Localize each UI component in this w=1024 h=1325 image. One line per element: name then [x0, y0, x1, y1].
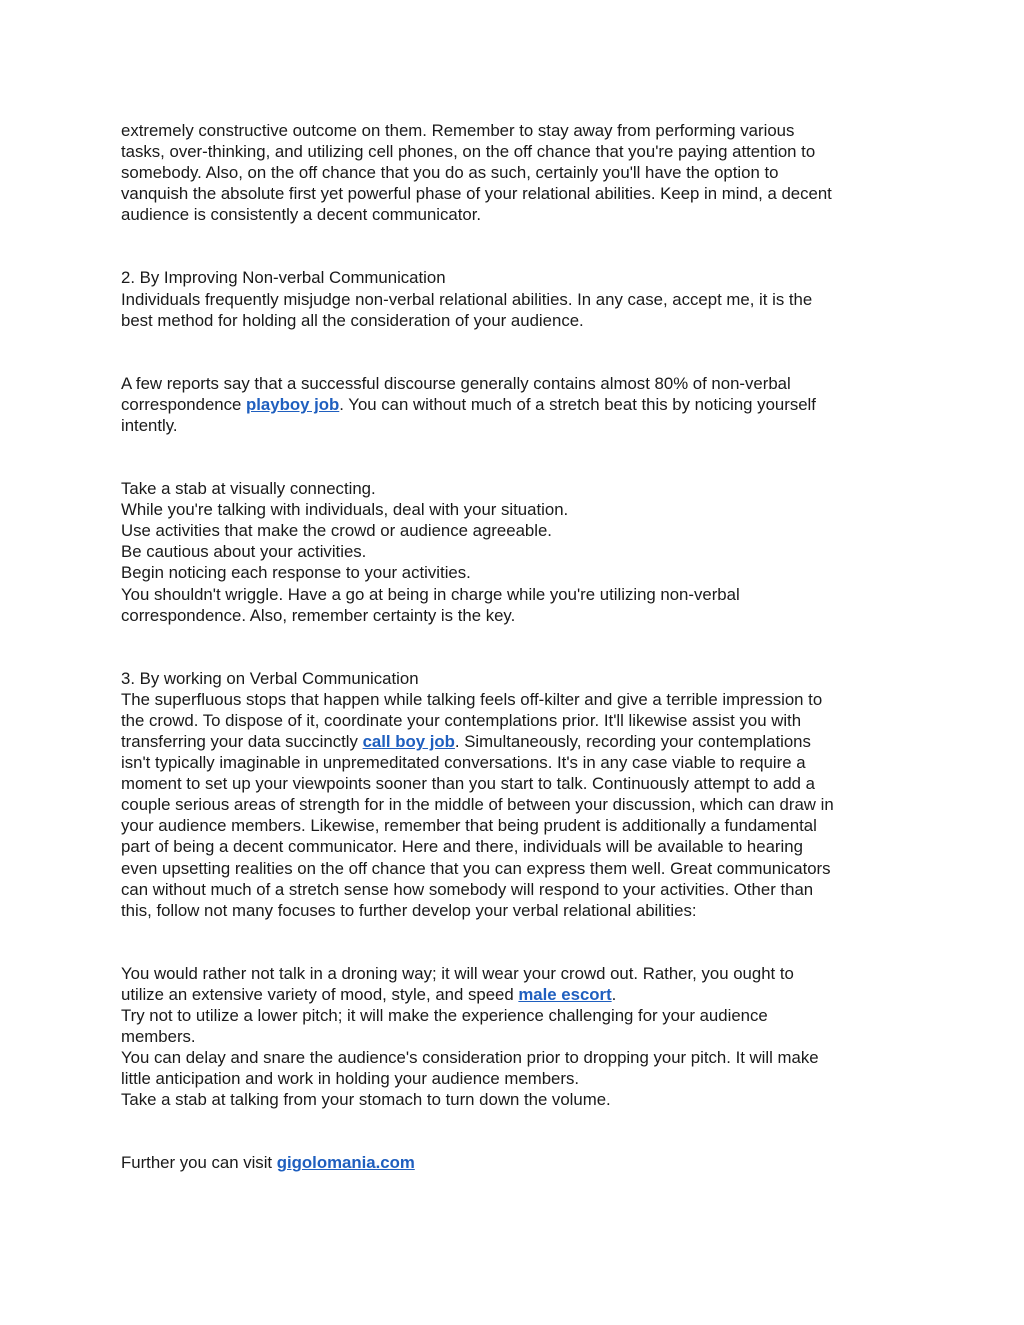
- list-item: Be cautious about your activities.: [121, 542, 367, 562]
- text-line: A few reports say that a successful discourse generally contains almost 80% of non-verbal: [121, 373, 791, 393]
- list-item: You can delay and snare the audience's consideration prior to dropping your pitch. It will make: [121, 1048, 819, 1068]
- intro-paragraph: [121, 120, 911, 225]
- list-item: correspondence. Also, remember certainty is the key.: [121, 605, 516, 625]
- text-line: audience is consistently a decent communicator.: [121, 205, 482, 225]
- text-line: can without much of a stretch sense how somebody will respond to your activities. Other than: [121, 879, 814, 899]
- section-heading: 3. By working on Verbal Communication: [121, 668, 419, 688]
- text-line-with-link: [121, 731, 911, 752]
- playboy-job-link[interactable]: playboy job: [246, 394, 340, 414]
- list-item: You shouldn't wriggle. Have a go at being in charge while you're utilizing non-verbal: [121, 584, 740, 604]
- list-item: While you're talking with individuals, deal with your situation.: [121, 500, 569, 520]
- text-segment: utilize an extensive variety of mood, style, and speed: [121, 984, 519, 1004]
- reports-paragraph: [121, 373, 911, 436]
- text-line: isn't typically imaginable in unpremeditated conversations. It's in any case viable to require a: [121, 753, 806, 773]
- text-line: Individuals frequently misjudge non-verbal relational abilities. In any case, accept me, it is the: [121, 289, 813, 309]
- text-line-with-link: [121, 394, 911, 415]
- text-segment: transferring your data succinctly: [121, 731, 363, 751]
- gigolomania-link[interactable]: gigolomania.com: [276, 1153, 415, 1173]
- text-segment: correspondence: [121, 394, 247, 414]
- paragraph-gap: [121, 225, 911, 267]
- paragraph-gap: [121, 1110, 911, 1152]
- paragraph-gap: [121, 436, 911, 478]
- text-line-with-link: [121, 1152, 911, 1173]
- nonverbal-tips-list: [121, 478, 911, 626]
- list-item: members.: [121, 1027, 196, 1047]
- text-segment: . You can without much of a stretch beat this by noticing yourself: [339, 394, 816, 414]
- list-item: Use activities that make the crowd or audience agreeable.: [121, 521, 552, 541]
- document-page: [121, 120, 911, 1174]
- text-line: part of being a decent communicator. Here and there, individuals will be available to hearing: [121, 837, 803, 857]
- text-line: best method for holding all the consideration of your audience.: [121, 310, 584, 330]
- paragraph-gap: [121, 626, 911, 668]
- verbal-tips-list: [121, 963, 911, 1111]
- list-item: Take a stab at visually connecting.: [121, 479, 376, 499]
- male-escort-link[interactable]: male escort: [518, 984, 612, 1004]
- section-heading: 2. By Improving Non-verbal Communication: [121, 268, 446, 288]
- text-line-with-link: [121, 984, 911, 1005]
- text-segment: Further you can visit: [121, 1153, 277, 1173]
- text-line: couple serious areas of strength for in the middle of between your discussion, which can draw in: [121, 795, 834, 815]
- text-line: your audience members. Likewise, remember that being prudent is additionally a fundamental: [121, 816, 817, 836]
- section-3: [121, 668, 911, 921]
- paragraph-gap: [121, 921, 911, 963]
- list-item: You would rather not talk in a droning way; it will wear your crowd out. Rather, you ought to: [121, 963, 794, 983]
- text-line: vanquish the absolute first yet powerful phase of your relational abilities. Keep in mind, a decent: [121, 184, 832, 204]
- text-line: extremely constructive outcome on them. Remember to stay away from performing various: [121, 121, 795, 140]
- list-item: Try not to utilize a lower pitch; it will make the experience challenging for your audience: [121, 1006, 768, 1025]
- list-item: Take a stab at talking from your stomach to turn down the volume.: [121, 1090, 611, 1110]
- text-segment: . Simultaneously, recording your contemplations: [454, 731, 811, 751]
- text-line: moment to set up your viewpoints sooner than you start to talk. Continuously attempt to add a: [121, 774, 816, 794]
- text-line: somebody. Also, on the off chance that you do as such, certainly you'll have the option to: [121, 163, 779, 183]
- section-2: [121, 267, 911, 330]
- list-item: little anticipation and work in holding your audience members.: [121, 1069, 580, 1089]
- text-segment: .: [611, 984, 617, 1004]
- text-line: the crowd. To dispose of it, coordinate your contemplations prior. It'll likewise assist you with: [121, 710, 802, 730]
- text-line: tasks, over-thinking, and utilizing cell phones, on the off chance that you're paying attention to: [121, 142, 816, 162]
- footer-paragraph: [121, 1152, 911, 1173]
- list-item: Begin noticing each response to your activities.: [121, 563, 471, 583]
- text-line: this, follow not many focuses to further develop your verbal relational abilities:: [121, 900, 697, 920]
- text-line: intently.: [121, 415, 178, 435]
- text-line: The superfluous stops that happen while talking feels off-kilter and give a terrible impression to: [121, 689, 823, 709]
- text-line: even upsetting realities on the off chance that you can express them well. Great communicators: [121, 858, 831, 878]
- paragraph-gap: [121, 331, 911, 373]
- call-boy-job-link[interactable]: call boy job: [362, 731, 455, 751]
